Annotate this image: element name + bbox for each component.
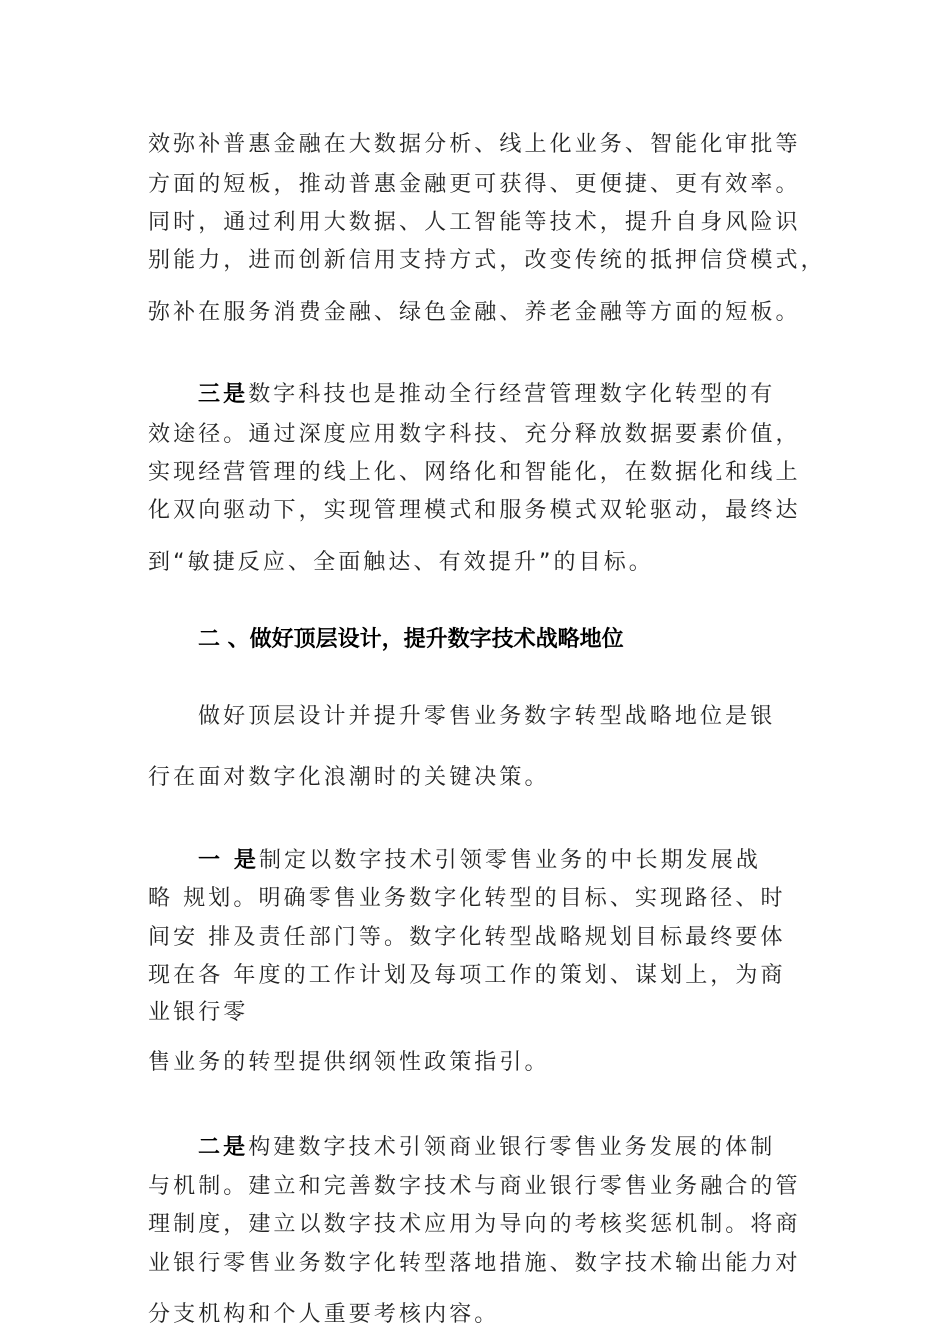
paragraph-4-line-6: 售业务的转型提供纲领性政策指引。 (148, 1050, 550, 1075)
paragraph-1-line-4: 别能力，进而创新信用支持方式，改变传统的抵押信贷模式， (148, 248, 826, 273)
paragraph-4-line-5: 业银行零 (148, 1000, 249, 1025)
paragraph-2-line-1 (198, 380, 775, 410)
section-heading: 二 、做好顶层设计，提升数字技术战略地位 (198, 627, 624, 652)
paragraph-2-line-5: 到“敏捷反应、全面触达、有效提升”的目标。 (148, 550, 654, 575)
paragraph-4-line-2: 略 规划。明确零售业务数字化转型的目标、实现路径、时 (148, 886, 786, 911)
paragraph-2-line-1-text: 数字科技也是推动全行经营管理数字化转型的有 (248, 382, 776, 407)
paragraph-4-line-1-text: 制定以数字技术引领零售业务的中长期发展战 (258, 848, 761, 873)
paragraph-3-line-1: 做好顶层设计并提升零售业务数字转型战略地位是银 (198, 704, 776, 729)
paragraph-1-line-1: 效弥补普惠金融在大数据分析、线上化业务、智能化审批等 (148, 132, 801, 157)
paragraph-4-line-4: 现在各 年度的工作计划及每项工作的策划、谋划上，为商 (148, 963, 786, 988)
paragraph-5-lead: 二是 (198, 1135, 249, 1160)
paragraph-4-lead: 一 是 (198, 848, 259, 873)
paragraph-2-lead: 三是 (198, 382, 249, 407)
paragraph-1-line-5: 弥补在服务消费金融、绿色金融、养老金融等方面的短板。 (148, 300, 801, 325)
paragraph-5-line-4: 业银行零售业务数字化转型落地措施、数字技术输出能力对 (148, 1251, 801, 1276)
paragraph-1-line-2: 方面的短板，推动普惠金融更可获得、更便捷、更有效率。 (148, 172, 801, 197)
paragraph-5-line-1 (198, 1133, 775, 1163)
paragraph-5-line-2: 与机制。建立和完善数字技术与商业银行零售业务融合的管 (148, 1174, 801, 1199)
paragraph-2-line-4: 化双向驱动下，实现管理模式和服务模式双轮驱动，最终达 (148, 498, 801, 523)
paragraph-1-line-3: 同时，通过利用大数据、人工智能等技术，提升自身风险识 (148, 210, 801, 235)
paragraph-5-line-3: 理制度，建立以数字技术应用为导向的考核奖惩机制。将商 (148, 1212, 801, 1237)
paragraph-5-line-5: 分支机构和个人重要考核内容。 (148, 1302, 500, 1327)
paragraph-5-line-1-text: 构建数字技术引领商业银行零售业务发展的体制 (248, 1135, 776, 1160)
paragraph-3-line-2: 行在面对数字化浪潮时的关键决策。 (148, 765, 550, 790)
paragraph-2-line-3: 实现经营管理的线上化、网络化和智能化，在数据化和线上 (148, 460, 801, 485)
paragraph-2-line-2: 效途径。通过深度应用数字科技、充分释放数据要素价值， (148, 422, 801, 447)
paragraph-4-line-3: 间安 排及责任部门等。数字化转型战略规划目标最终要体 (148, 925, 786, 950)
paragraph-4-line-1 (198, 846, 761, 876)
